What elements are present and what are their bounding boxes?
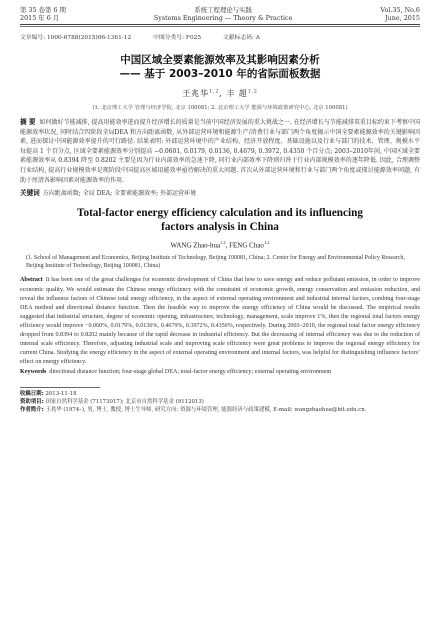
title-cn-line2: —— 基于 2003–2010 年的省际面板数据 bbox=[119, 68, 321, 80]
footnote-fund bbox=[20, 398, 420, 406]
footnote-bio bbox=[20, 406, 420, 414]
author1-cn-sup: 1,2 bbox=[209, 89, 220, 95]
title-en-line1: Total-factor energy efficiency calculation and its influencing bbox=[77, 207, 363, 220]
footnote-rule bbox=[20, 387, 100, 388]
bio-label: 作者简介: bbox=[20, 407, 44, 414]
affiliation-cn: (1. 北京理工大学 管理与经济学院, 北京 100081; 2. 北京理工大学 能源与环境政策研究中心, 北京 100081) bbox=[92, 105, 348, 111]
author2-en-sup: 1,2 bbox=[263, 240, 270, 246]
keywords-en bbox=[20, 368, 420, 377]
article-id: 文章编号: 1000-6788(2015)06-1361-12 bbox=[20, 35, 132, 41]
keywords-cn-label: 关键词 bbox=[20, 189, 40, 198]
author1-en-sup: 1,2 bbox=[220, 240, 226, 246]
abstract-cn bbox=[20, 118, 420, 185]
fund-label: 资助项目: bbox=[20, 399, 44, 406]
keywords-cn-text: 方向距离函数; 全局 DEA; 全要素能源效率; 外部运营环境 bbox=[42, 190, 196, 198]
abstract-cn-text: 如何做好节能减排, 提高用能效率进而提升经济增长的质量是当前中国经济发展的重大挑战之一. 在经济增长与节能减排双重目标约束下考察中国能源效率状况, 同时结合四阶段全局DEA 和方向距离函数, 从外部运营环境和能源生产/消费行业与部门两个角度揭示中国全要素能源效率的关键影响因素, 进而探讨中国能源效率提升的可行路径. 结果表明: 外部运营环境中的产业结构、经济开放程度、基础设施以及行业与部门的技术、管理、规模水平每提高 1 个百分点, 区域全要素能源效率分别提高 −0.0601, 0.0179, 0.0136, 0.4679, 0.3972, 0.4350 个百分点; 2003–2010年间, 中国区域全要素能源效率从 0.8394 降至 0.8202 主要是因为行业内部效率的急速下降, 同行业内部效率下降则归咎于行业内部规模效率的逐年降低. 因此, 合理调整行业结构, 提高行业规模效率是现阶段中国提高区域用能效率亟待解决的重大问题. 首次从外部运营环境和行业与部门两个角度或探讨能源效率问题, 有助于厘清各影响因素对能源效率的作用. bbox=[20, 119, 420, 184]
keywords-en-text: directional distance function; four-stage global DEA; total-factor energy efficiency; external operating environment bbox=[49, 369, 332, 376]
author2-cn: 丰 超 bbox=[226, 89, 248, 98]
doc-code: 文献标志码: A bbox=[223, 35, 260, 41]
header-rule bbox=[20, 24, 420, 25]
received-label: 收稿日期: bbox=[20, 391, 44, 398]
journal-cn: 系统工程理论与实践 bbox=[194, 6, 252, 14]
author1-en: WANG Zhao-hua bbox=[170, 241, 221, 250]
bio-text: 王兆华 (1974–), 男, 博士, 教授, 博士生导师, 研究方向: 资源与环境管理, 能源经济与政策建模, E-mail: wangzhaohua@bit.edu.cn. bbox=[45, 407, 367, 414]
affiliation-en-line1: (1. School of Management and Economics, Beijing Institute of Technology, Beijing 100081, China; 2. Center for Energy and Environmental Policy Research, Beijing Institute of Technology, Beijing 100081, China) bbox=[26, 255, 405, 270]
fund-text: 国家自然科学基金 (71173017); 北京市自然科学基金 (9112013) bbox=[45, 399, 204, 406]
date-en: June, 2015 bbox=[385, 14, 420, 22]
author-sep-cn: , bbox=[219, 89, 227, 98]
footnote-received bbox=[20, 390, 420, 398]
header-rule-thin bbox=[20, 26, 420, 27]
title-cn-line1: 中国区域全要素能源效率及其影响因素分析 bbox=[120, 54, 320, 66]
received-date: 2013-11-18 bbox=[45, 391, 77, 398]
volume-en: Vol.35, No.6 bbox=[380, 6, 420, 14]
abstract-en bbox=[20, 276, 420, 367]
author-sep-en: , bbox=[225, 241, 230, 250]
volume-cn: 第 35 卷第 6 期 bbox=[20, 6, 66, 14]
article-meta bbox=[20, 32, 420, 41]
keywords-cn bbox=[20, 187, 420, 197]
footnote bbox=[20, 390, 420, 414]
title-cn bbox=[20, 53, 420, 81]
running-header bbox=[20, 6, 420, 22]
abstract-en-label: Abstract bbox=[20, 277, 43, 284]
journal-en: Systems Engineering — Theory & Practice bbox=[153, 14, 293, 22]
authors-en bbox=[20, 240, 420, 249]
title-en bbox=[20, 207, 420, 234]
author2-en: FENG Chao bbox=[229, 241, 264, 250]
title-en-line2: factors analysis in China bbox=[161, 220, 279, 233]
header-center bbox=[154, 6, 293, 22]
header-right bbox=[380, 6, 420, 22]
clc-number: 中图分类号: F025 bbox=[153, 35, 202, 41]
keywords-en-label: Keywords bbox=[20, 369, 47, 376]
abstract-cn-label: 摘 要 bbox=[20, 118, 36, 126]
header-left bbox=[20, 6, 66, 22]
author1-cn: 王兆华 bbox=[182, 89, 210, 98]
authors-cn bbox=[20, 88, 420, 99]
abstract-en-text: It has been one of the great challenges for economic development of China that how to save energy and reduce pollutant emission, in order to improve economic quality. We would estimate the Chinese energy efficiency with the constraint of economic growth, energy conservation and emission reduction, and reveal the influence factors of Chinese total energy efficiency, in the aspect of external operating environment and industrial internal factors, combing four-stage DEA method and directional distance function. Then the feasible way to improve the energy efficiency of China would be discussed. The empirical results suggested that industrial structure, degree of economic opening, infrastructure, technology, management, scale improve 1%, then the regional total factors energy efficiency would improve −0.060%, 0.0179%, 0.0136%, 0.4679%, 0.3972%, 0.4350%, respectively. During 2003–2010, the regional total factor energy efficiency dropped from 0.8394 to 0.8202 mainly because of the rapid decrease in industrial efficiency. But the decreasing of internal efficiency was due to the reduction of internal scale efficiency. Therefore, adjusting industrial scale and improving scale efficiency were great problems to improve the regional energy efficiency for current China. Studying the energy efficiency in the aspect of external operating environment and internal factors, was helpful for distinguishing influence factors’ effect on energy efficiency. bbox=[20, 277, 420, 366]
affiliation-en bbox=[20, 254, 420, 270]
author2-cn-sup: 1,2 bbox=[247, 89, 258, 95]
date-cn: 2015 年 6 月 bbox=[20, 14, 60, 22]
